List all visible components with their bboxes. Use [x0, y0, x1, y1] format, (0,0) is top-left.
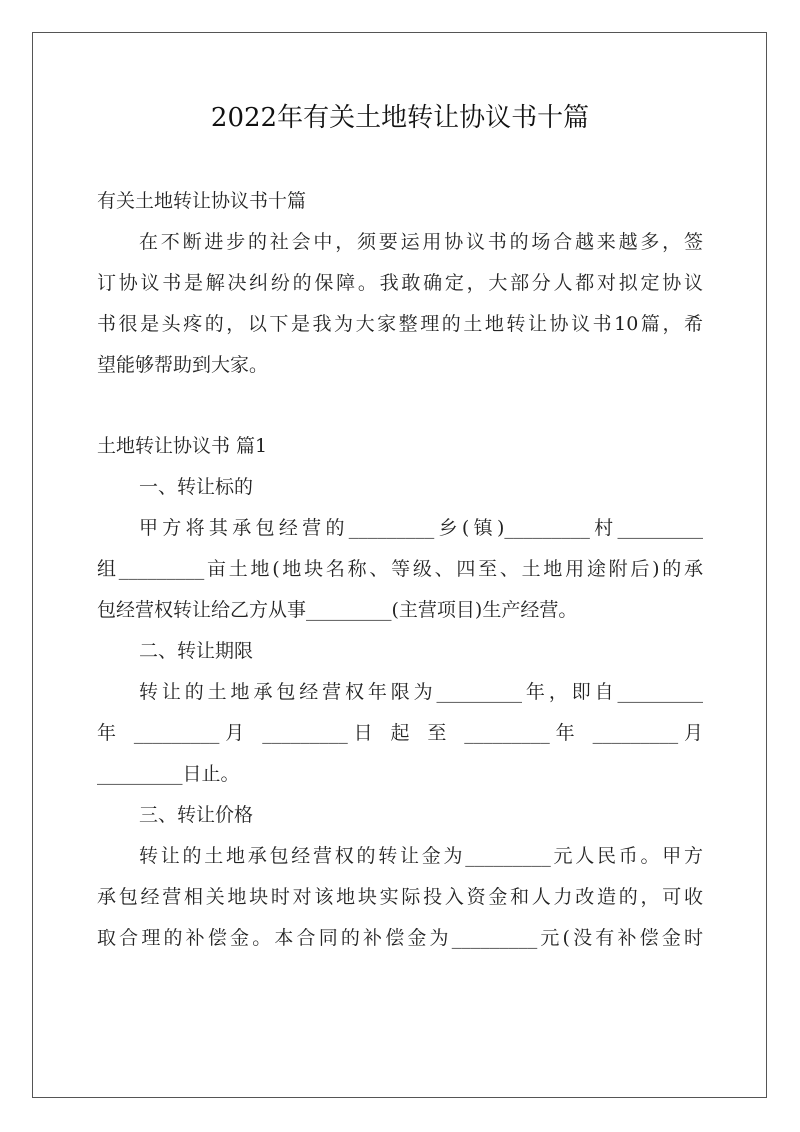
clause-heading: 二、转让期限: [139, 640, 254, 662]
paragraph-line: 甲方将其承包经营的_________乡(镇)_________村_________: [139, 517, 703, 539]
section-heading: 土地转让协议书 篇1: [97, 435, 268, 457]
document-title: 2022年有关土地转让协议书十篇: [210, 103, 590, 133]
paragraph-line: 望能够帮助到大家。: [97, 354, 269, 376]
paragraph-line: 订协议书是解决纠纷的保障。我敢确定，大部分人都对拟定协议: [97, 272, 703, 294]
paragraph-line: 年 _________月 _________日 起 至 _________年 _________月: [97, 722, 703, 744]
clause-heading: 一、转让标的: [139, 476, 254, 498]
clause-heading: 三、转让价格: [139, 804, 254, 826]
document-body: [97, 181, 703, 959]
paragraph-line: 转让的土地承包经营权年限为_________年，即自_________: [139, 681, 703, 703]
paragraph-line: 在不断进步的社会中，须要运用协议书的场合越来越多，签: [139, 231, 703, 253]
paragraph-line: 取合理的补偿金。本合同的补偿金为_________元(没有补偿金时: [97, 927, 703, 949]
blank-line: [97, 386, 703, 426]
subtitle: 有关土地转让协议书十篇: [97, 190, 307, 212]
paragraph-line: _________日止。: [97, 763, 240, 785]
paragraph-line: 转让的土地承包经营权的转让金为_________元人民币。甲方: [139, 845, 703, 867]
paragraph-line: 承包经营相关地块时对该地块实际投入资金和人力改造的，可收: [97, 886, 703, 908]
paragraph-line: 书很是头疼的，以下是我为大家整理的土地转让协议书10篇，希: [97, 313, 703, 335]
paragraph-line: 组_________亩土地(地块名称、等级、四至、土地用途附后)的承: [97, 558, 703, 580]
paragraph-line: 包经营权转让给乙方从事_________(主营项目)生产经营。: [97, 599, 578, 621]
